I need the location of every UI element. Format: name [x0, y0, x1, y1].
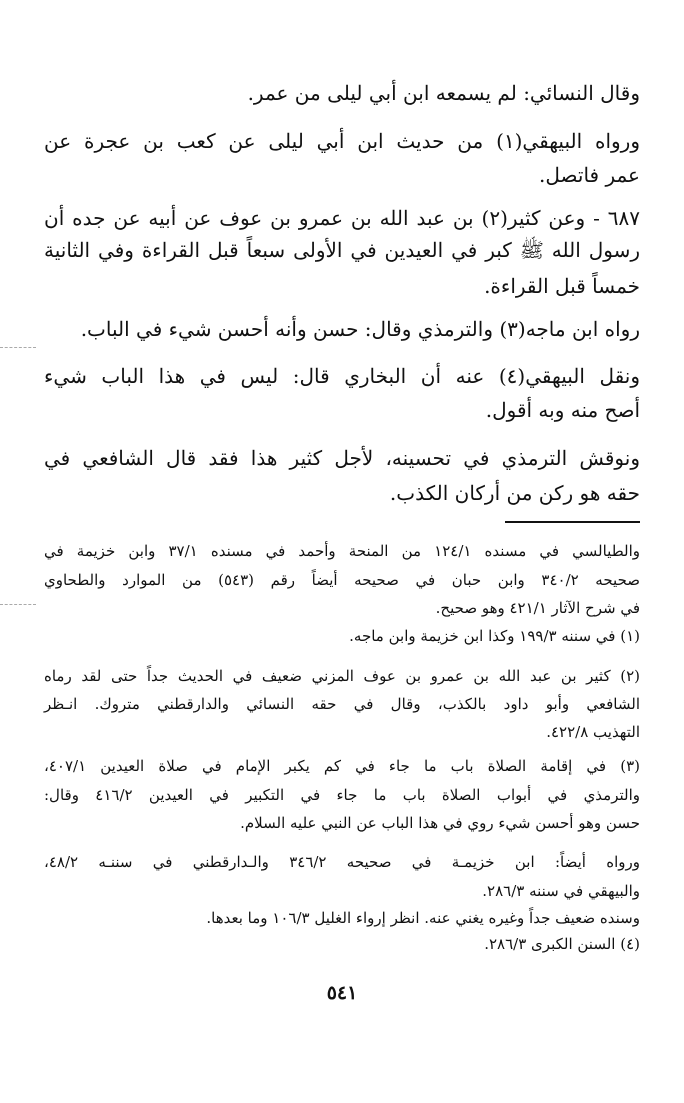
footnote-line: (٢) كثير بن عبد الله بن عمرو بن عوف المزني ضعيف في الحديث جداً حتى لقد رماه: [44, 667, 640, 685]
footnote-line: وسنده ضعيف جداً وغيره يغني عنه. انظر إرواء الغليل ١٠٦/٣ وما بعدها.: [206, 909, 640, 927]
main-line: ٦٨٧ - وعن كثير(٢) بن عبد الله بن عمرو بن عوف عن أبيه عن جده أن: [44, 206, 640, 230]
main-line: ونوقش الترمذي في تحسينه، لأجل كثير هذا فقد قال الشافعي في: [44, 446, 640, 470]
footnote-line: ورواه أيضاً: ابن خزيمـة في صحيحه ٣٤٦/٢ والـدارقطني في سننـه ٤٨/٢،: [44, 853, 640, 871]
footnote-line: والبيهقي في سننه ٢٨٦/٣.: [482, 882, 640, 900]
main-line: حقه هو ركن من أركان الكذب.: [389, 481, 640, 505]
footnote-line: (١) في سننه ١٩٩/٣ وكذا ابن خزيمة وابن ماجه.: [349, 627, 640, 645]
main-line: ونقل البيهقي(٤) عنه أن البخاري قال: ليس في هذا الباب شيء: [44, 364, 641, 388]
footnote-line: والترمذي في أبواب الصلاة باب ما جاء في التكبير في العيدين ٤١٦/٢ وقال:: [44, 786, 640, 804]
footnote-line: التهذيب ٤٢٢/٨.: [546, 723, 640, 741]
main-line: وقال النسائي: لم يسمعه ابن أبي ليلى من عمر.: [247, 81, 640, 105]
main-line: خمساً قبل القراءة.: [484, 274, 640, 298]
footnote-line: الشافعي وأبو داود بالكذب، وقال في حقه النسائي والدارقطني متروك. انـظر: [44, 695, 640, 713]
footnote-line: صحيحه ٣٤٠/٢ وابن حبان في صحيحه أيضاً رقم (٥٤٣) من الموارد والطحاوي: [44, 571, 640, 589]
footnote-line: في شرح الآثار ٤٢١/١ وهو صحيح.: [435, 599, 640, 617]
main-line: عمر فاتصل.: [539, 163, 640, 187]
footnote-line: (٣) في إقامة الصلاة باب ما جاء في كم يكبر الإمام في صلاة العيدين ٤٠٧/١،: [44, 757, 640, 775]
footnote-line: (٤) السنن الكبرى ٢٨٦/٣.: [484, 935, 640, 953]
footnote-line: حسن وهو أحسن شيء روي في هذا الباب عن النبي عليه السلام.: [240, 814, 640, 832]
footnote-separator: [505, 521, 640, 523]
page-number: ٥٤١: [326, 982, 358, 1004]
main-line: ورواه البيهقي(١) من حديث ابن أبي ليلى عن كعب بن عجرة عن: [44, 129, 640, 153]
main-line: أصح منه وبه أقول.: [485, 398, 640, 422]
scan-mark: [0, 347, 36, 348]
footnote-line: والطيالسي في مسنده ١٢٤/١ من المنحة وأحمد في مسنده ٣٧/١ وابن خزيمة في: [44, 542, 640, 560]
main-line: رواه ابن ماجه(٣) والترمذي وقال: حسن وأنه أحسن شيء في الباب.: [80, 317, 640, 341]
main-line: رسول الله ﷺ كبر في العيدين في الأولى سبعاً قبل القراءة وفي الثانية: [44, 238, 640, 262]
scan-mark: [0, 604, 36, 605]
